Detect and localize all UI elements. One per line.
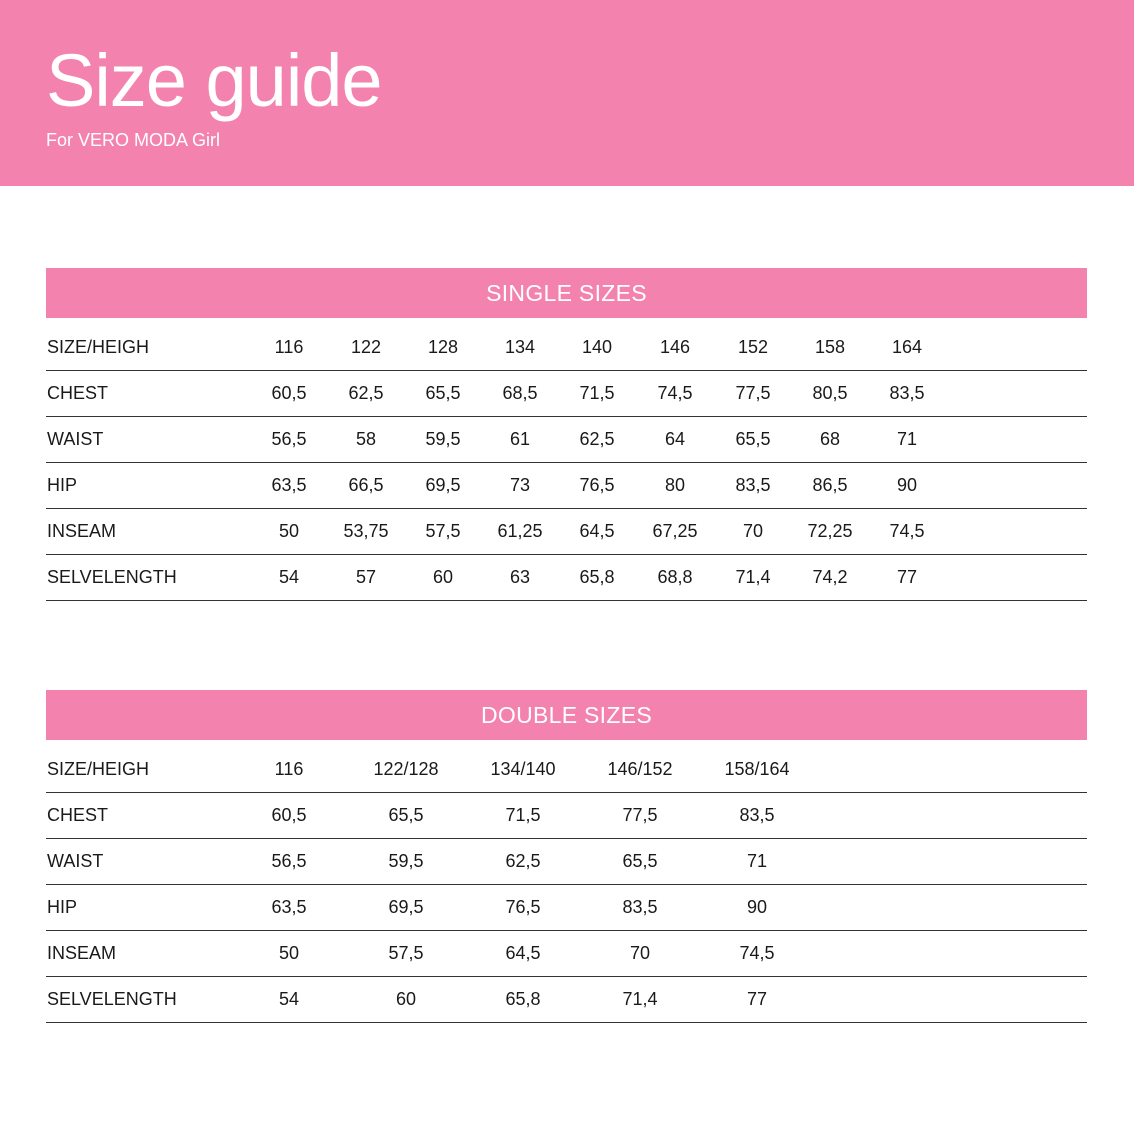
table-row (46, 885, 1087, 931)
table-row (46, 740, 1087, 793)
table-cell: 64 (664, 429, 686, 449)
double-sizes-table (46, 740, 1087, 1023)
table-cell: 122 (350, 337, 382, 357)
table-row (46, 931, 1087, 977)
table-cell: 59,5 (425, 429, 461, 449)
table-cell: 73 (509, 475, 531, 495)
single-sizes-table (46, 318, 1087, 601)
table-cell: 70 (742, 521, 764, 541)
table-cell: 60 (395, 989, 417, 1009)
table-cell: 69,5 (425, 475, 461, 495)
table-cell: 128 (427, 337, 459, 357)
table-row (46, 555, 1087, 601)
table-cell: 90 (746, 897, 768, 917)
table-cell: 65,8 (579, 567, 615, 587)
table-cell: 57,5 (425, 521, 461, 541)
table-cell: 68,8 (657, 567, 693, 587)
header-banner (0, 0, 1134, 186)
table-cell: 62,5 (348, 383, 384, 403)
table-cell: 59,5 (388, 851, 424, 871)
table-cell: 65,5 (425, 383, 461, 403)
row-label: CHEST (47, 383, 109, 403)
table-cell: 71,4 (622, 989, 658, 1009)
table-cell: 56,5 (271, 429, 307, 449)
table-cell: 134 (504, 337, 536, 357)
table-cell: 74,5 (657, 383, 693, 403)
table-cell: 63,5 (271, 475, 307, 495)
single-sizes-section (46, 268, 1087, 601)
single-sizes-title: SINGLE SIZES (46, 268, 1087, 318)
table-cell: 62,5 (505, 851, 541, 871)
table-cell: 65,5 (388, 805, 424, 825)
table-cell: 61 (509, 429, 531, 449)
table-cell: 64,5 (579, 521, 615, 541)
row-label: INSEAM (47, 943, 117, 963)
table-cell: 72,25 (807, 521, 853, 541)
table-cell: 65,5 (622, 851, 658, 871)
table-cell: 50 (278, 521, 300, 541)
table-cell: 68,5 (502, 383, 538, 403)
table-cell: 69,5 (388, 897, 424, 917)
table-row (46, 417, 1087, 463)
table-cell: 83,5 (739, 805, 775, 825)
double-sizes-title: DOUBLE SIZES (46, 690, 1087, 740)
table-row (46, 793, 1087, 839)
table-cell: 158 (814, 337, 846, 357)
table-cell: 146 (659, 337, 691, 357)
table-cell: 60 (432, 567, 454, 587)
table-row (46, 839, 1087, 885)
table-cell: 62,5 (579, 429, 615, 449)
table-cell: 74,2 (812, 567, 848, 587)
table-cell: 77,5 (622, 805, 658, 825)
table-cell: 77,5 (735, 383, 771, 403)
table-cell: 146/152 (607, 759, 673, 779)
table-row (46, 509, 1087, 555)
table-cell: 90 (896, 475, 918, 495)
table-cell: 74,5 (739, 943, 775, 963)
table-row (46, 318, 1087, 371)
table-cell: 56,5 (271, 851, 307, 871)
table-cell: 71 (896, 429, 918, 449)
table-cell: 65,8 (505, 989, 541, 1009)
row-label: CHEST (47, 805, 109, 825)
table-cell: 65,5 (735, 429, 771, 449)
table-row (46, 463, 1087, 509)
table-cell: 83,5 (889, 383, 925, 403)
table-cell: 164 (891, 337, 923, 357)
table-cell: 76,5 (505, 897, 541, 917)
table-cell: 58 (355, 429, 377, 449)
table-cell: 66,5 (348, 475, 384, 495)
table-row (46, 371, 1087, 417)
table-cell: 76,5 (579, 475, 615, 495)
table-cell: 54 (278, 989, 300, 1009)
table-cell: 83,5 (622, 897, 658, 917)
table-cell: 86,5 (812, 475, 848, 495)
table-cell: 71,4 (735, 567, 771, 587)
table-cell: 116 (274, 759, 304, 779)
table-cell: 158/164 (724, 759, 790, 779)
table-cell: 140 (581, 337, 613, 357)
row-label: WAIST (47, 429, 104, 449)
table-cell: 80,5 (812, 383, 848, 403)
table-cell: 50 (278, 943, 300, 963)
table-cell: 57,5 (388, 943, 424, 963)
table-row (46, 977, 1087, 1023)
table-cell: 116 (274, 337, 304, 357)
table-cell: 80 (664, 475, 686, 495)
table-cell: 61,25 (497, 521, 543, 541)
table-cell: 63 (509, 567, 531, 587)
row-label: HIP (47, 475, 78, 495)
table-cell: 71,5 (579, 383, 615, 403)
table-cell: 122/128 (373, 759, 439, 779)
table-cell: 70 (629, 943, 651, 963)
row-label: WAIST (47, 851, 104, 871)
row-label: SIZE/HEIGH (47, 759, 150, 779)
table-cell: 134/140 (490, 759, 556, 779)
double-sizes-section (46, 690, 1087, 1023)
table-cell: 60,5 (271, 383, 307, 403)
row-label: SIZE/HEIGH (47, 337, 150, 357)
row-label: INSEAM (47, 521, 117, 541)
row-label: HIP (47, 897, 78, 917)
page-title: Size guide (46, 39, 382, 122)
page-subtitle: For VERO MODA Girl (46, 130, 221, 150)
table-cell: 57 (355, 567, 377, 587)
table-cell: 68 (819, 429, 841, 449)
table-cell: 53,75 (343, 521, 389, 541)
table-cell: 64,5 (505, 943, 541, 963)
table-cell: 83,5 (735, 475, 771, 495)
table-cell: 77 (746, 989, 768, 1009)
row-label: SELVELENGTH (47, 567, 177, 587)
table-cell: 54 (278, 567, 300, 587)
table-cell: 74,5 (889, 521, 925, 541)
table-cell: 60,5 (271, 805, 307, 825)
row-label: SELVELENGTH (47, 989, 177, 1009)
table-cell: 63,5 (271, 897, 307, 917)
table-cell: 152 (737, 337, 769, 357)
table-cell: 71,5 (505, 805, 541, 825)
table-cell: 67,25 (652, 521, 698, 541)
table-cell: 71 (746, 851, 768, 871)
table-cell: 77 (896, 567, 918, 587)
